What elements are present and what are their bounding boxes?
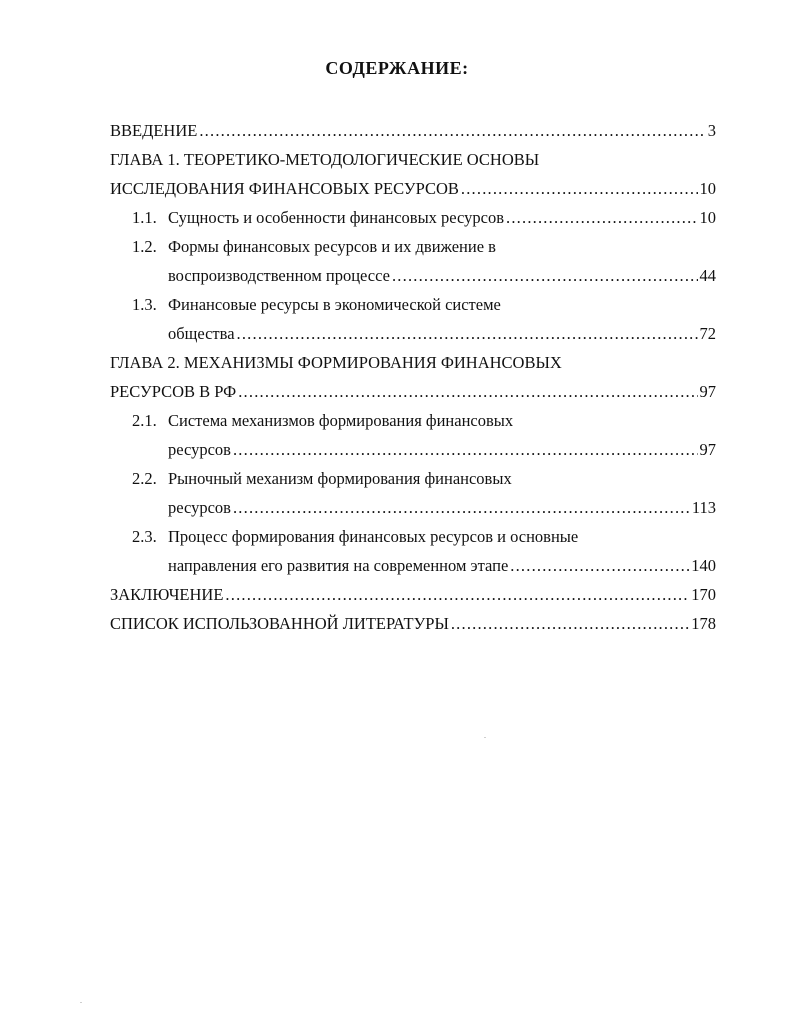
toc-page-number: 178 (691, 614, 716, 633)
toc-entry-conclusion[interactable] (110, 580, 716, 609)
toc-page-number: 113 (691, 498, 716, 517)
toc-entry-section-2-1[interactable] (110, 435, 716, 464)
toc-entry-text: ГЛАВА 2. МЕХАНИЗМЫ ФОРМИРОВАНИЯ ФИНАНСОВЫХ (110, 353, 562, 372)
toc-entry-chapter-1[interactable] (110, 174, 716, 203)
dot-leader (233, 493, 690, 522)
section-title: Процесс формирования финансовых ресурсов и основные (168, 527, 579, 546)
toc-entry-section-2-1-heading[interactable] (110, 406, 716, 435)
toc-entry-chapter-1-heading[interactable] (110, 145, 716, 174)
toc-entry-text: воспроизводственном процессе (168, 266, 390, 285)
toc-page-number: 97 (699, 440, 716, 459)
section-title: Рыночный механизм формирования финансовых (168, 469, 512, 488)
dot-leader (451, 609, 689, 638)
toc-entry-text (132, 469, 512, 488)
toc-page-number: 97 (699, 382, 716, 401)
section-title: Финансовые ресурсы в экономической системе (168, 295, 501, 314)
dot-leader (237, 319, 698, 348)
toc-entry-bibliography[interactable] (110, 609, 716, 638)
toc-entry-section-1-1[interactable] (110, 203, 716, 232)
toc-entry-section-2-3[interactable] (110, 551, 716, 580)
toc-page-number: 3 (707, 121, 716, 140)
toc-entry-text (132, 527, 578, 546)
toc-page-number: 44 (699, 266, 716, 285)
toc-entry-section-2-3-heading[interactable] (110, 522, 716, 551)
section-title: Сущность и особенности финансовых ресурсов (168, 208, 505, 227)
section-number: 2.2. (132, 469, 157, 488)
toc-page-number: 10 (699, 179, 716, 198)
section-number: 1.1. (132, 208, 157, 227)
toc-page-number: 72 (699, 324, 716, 343)
scan-artifact (484, 737, 486, 738)
toc-entry-text: ресурсов (168, 498, 231, 517)
toc-entry-text (132, 295, 501, 314)
toc-entry-chapter-2[interactable] (110, 377, 716, 406)
toc-entry-text: ресурсов (168, 440, 231, 459)
toc-entry-text (132, 411, 513, 430)
toc-entry-text: общества (168, 324, 235, 343)
toc-entry-text: ВВЕДЕНИЕ (110, 121, 198, 140)
toc-entry-text: СПИСОК ИСПОЛЬЗОВАННОЙ ЛИТЕРАТУРЫ (110, 614, 449, 633)
section-number: 2.3. (132, 527, 157, 546)
toc-entry-section-2-2-heading[interactable] (110, 464, 716, 493)
toc-entry-text: направления его развития на современном этапе (168, 556, 509, 575)
table-of-contents (110, 116, 716, 638)
dot-leader (199, 116, 705, 145)
toc-entry-introduction[interactable] (110, 116, 716, 145)
section-number: 1.3. (132, 295, 157, 314)
toc-entry-section-1-2-heading[interactable] (110, 232, 716, 261)
toc-entry-chapter-2-heading[interactable] (110, 348, 716, 377)
page-title: СОДЕРЖАНИЕ: (325, 58, 469, 78)
dot-leader (506, 203, 697, 232)
section-title: Система механизмов формирования финансовых (168, 411, 514, 430)
toc-entry-section-1-2[interactable] (110, 261, 716, 290)
section-title: Формы финансовых ресурсов и их движение в (168, 237, 496, 256)
dot-leader (225, 580, 689, 609)
dot-leader (233, 435, 698, 464)
toc-entry-section-1-3[interactable] (110, 319, 716, 348)
toc-entry-text: ГЛАВА 1. ТЕОРЕТИКО-МЕТОДОЛОГИЧЕСКИЕ ОСНОВЫ (110, 150, 540, 169)
dot-leader (461, 174, 698, 203)
section-number: 1.2. (132, 237, 157, 256)
toc-entry-text: ИССЛЕДОВАНИЯ ФИНАНСОВЫХ РЕСУРСОВ (110, 179, 459, 198)
dot-leader (392, 261, 698, 290)
toc-entry-section-2-2[interactable] (110, 493, 716, 522)
section-number: 2.1. (132, 411, 157, 430)
dot-leader (238, 377, 697, 406)
toc-page-number: 170 (691, 585, 716, 604)
scan-artifact (80, 1002, 82, 1003)
toc-entry-text (132, 203, 504, 232)
toc-page-number: 140 (691, 556, 716, 575)
dot-leader (510, 551, 689, 580)
toc-entry-text: РЕСУРСОВ В РФ (110, 382, 237, 401)
toc-entry-text (132, 237, 496, 256)
toc-entry-text: ЗАКЛЮЧЕНИЕ (110, 585, 224, 604)
toc-page-number: 10 (699, 208, 716, 227)
toc-entry-section-1-3-heading[interactable] (110, 290, 716, 319)
